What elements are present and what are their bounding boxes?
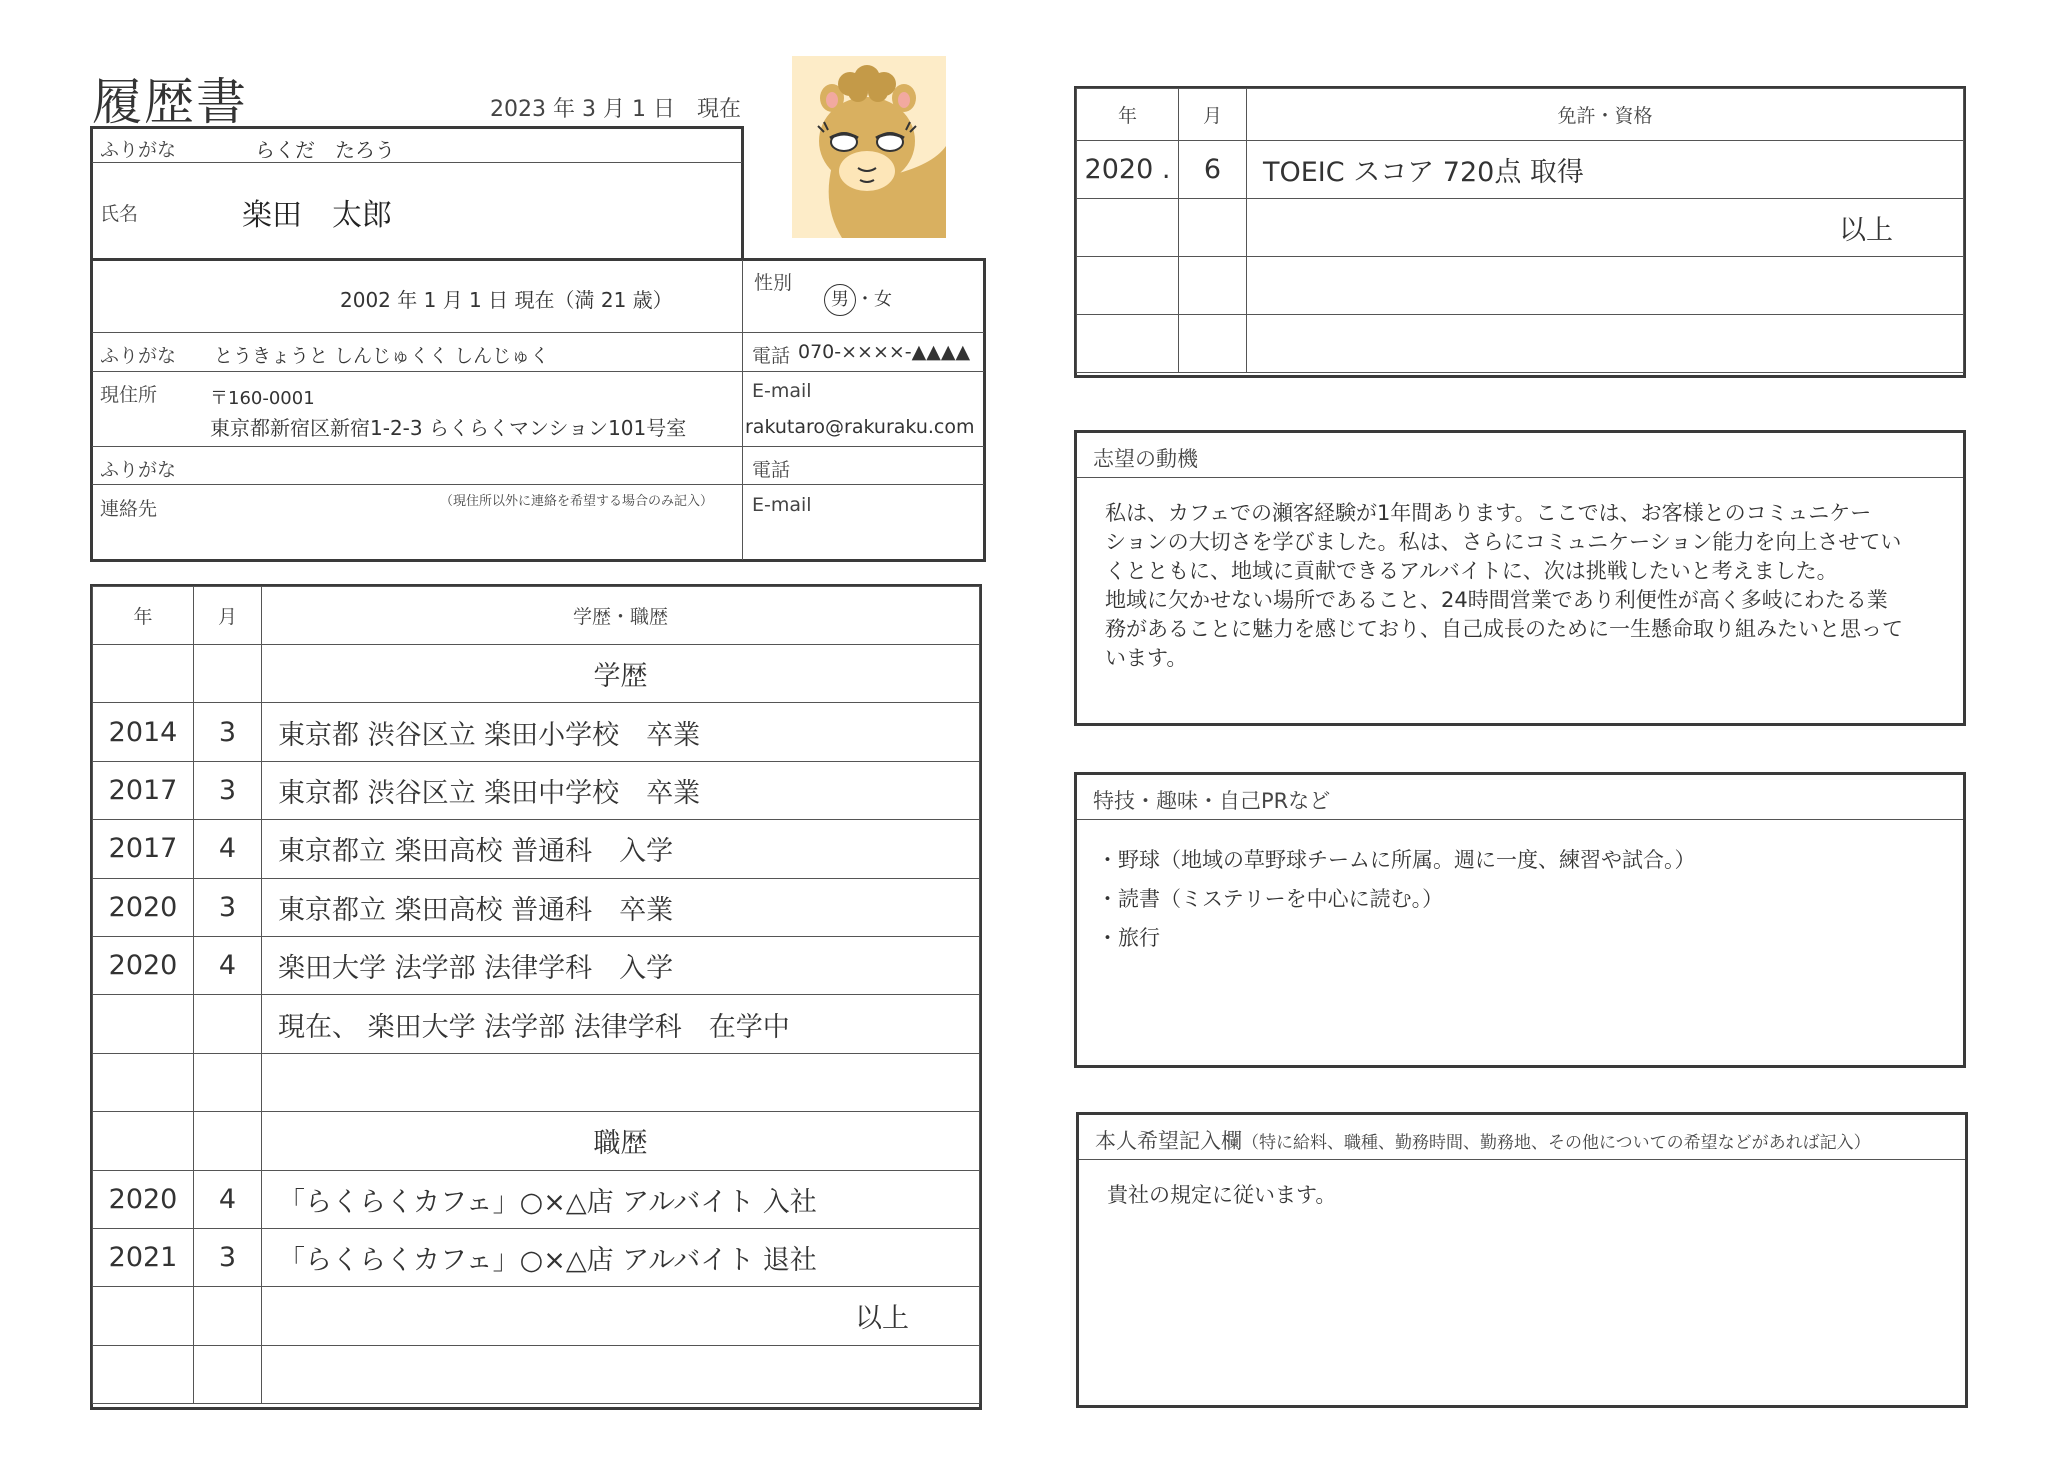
cell-month	[194, 995, 262, 1053]
address-furigana: とうきょうと しんじゅくく しんじゅく	[214, 345, 550, 367]
cell-content: 東京都 渋谷区立 楽田中学校 卒業	[262, 761, 980, 819]
header-month: 月	[1179, 89, 1247, 141]
skill-item: ・野球（地域の草野球チームに所属。週に一度、練習や試合。）	[1097, 848, 1696, 872]
email: rakutaro@rakuraku.com	[745, 416, 975, 438]
full-name: 楽田 太郎	[242, 198, 392, 233]
header-content: 免許・資格	[1247, 89, 1964, 141]
motivation-line: 務があることに魅力を感じており、自己成長のために一生懸命取り組みたいと思って	[1105, 617, 1903, 641]
gender-label: 性別	[754, 272, 793, 294]
cell-year	[93, 1112, 194, 1170]
cell-year	[93, 1345, 194, 1403]
cell-year: 2017	[93, 761, 194, 819]
cell-content: 職歴	[262, 1112, 980, 1170]
skills-list	[1097, 841, 1696, 958]
cell-content: 東京都立 楽田高校 普通科 入学	[262, 820, 980, 878]
cell-content: 東京都 渋谷区立 楽田小学校 卒業	[262, 703, 980, 761]
cell-month: 4	[194, 1170, 262, 1228]
cell-year: 2021	[93, 1228, 194, 1286]
cell-year	[93, 995, 194, 1053]
cell-content: 以上	[262, 1287, 980, 1345]
motivation-line: います。	[1105, 646, 1188, 670]
cell-year	[93, 1053, 194, 1111]
camel-illustration	[792, 56, 946, 238]
cell-content: 東京都立 楽田高校 普通科 卒業	[262, 878, 980, 936]
table-row	[93, 1228, 980, 1286]
header-content: 学歴・職歴	[262, 587, 980, 645]
cell-content: 現在、 楽田大学 法学部 法律学科 在学中	[262, 995, 980, 1053]
gender-options	[824, 284, 892, 316]
skill-item: ・読書（ミステリーを中心に読む。）	[1097, 887, 1444, 911]
cell-month	[194, 1112, 262, 1170]
phone-number: 070-××××-▲▲▲▲	[798, 341, 971, 363]
requests-text: 貴社の規定に従います。	[1107, 1183, 1337, 1207]
cell-month	[1179, 257, 1247, 315]
contact-furigana-label: ふりがな	[100, 459, 177, 481]
requests-title: 本人希望記入欄	[1095, 1129, 1242, 1153]
cell-content: 「らくらくカフェ」○×△店 アルバイト 退社	[262, 1228, 980, 1286]
table-row	[1077, 315, 1964, 373]
furigana-label: ふりがな	[100, 139, 177, 161]
motivation-line: 地域に欠かせない場所であること、24時間営業であり利便性が高く多岐にわたる業	[1105, 588, 1888, 612]
cell-year: 2020	[93, 936, 194, 994]
name-label: 氏名	[100, 203, 139, 225]
table-row	[1077, 141, 1964, 199]
birth-date: 2002 年 1 月 1 日 現在（満 21 歳）	[340, 288, 673, 312]
cell-year: 2014	[93, 703, 194, 761]
header-year: 年	[1077, 89, 1179, 141]
table-row	[93, 1053, 980, 1111]
cell-month: 3	[194, 1228, 262, 1286]
contact-note: （現住所以外に連絡を希望する場合のみ記入）	[440, 494, 714, 509]
cell-year	[1077, 199, 1179, 257]
gender-female: ・女	[856, 289, 892, 310]
cell-content: 「らくらくカフェ」○×△店 アルバイト 入社	[262, 1170, 980, 1228]
motivation-text	[1105, 499, 1903, 673]
header-month: 月	[194, 587, 262, 645]
motivation-title: 志望の動機	[1093, 447, 1198, 471]
cell-year	[1077, 257, 1179, 315]
cell-month: 4	[194, 936, 262, 994]
table-row	[93, 1170, 980, 1228]
cell-year	[93, 645, 194, 703]
cell-year: 2020 .	[1077, 141, 1179, 199]
history-table	[92, 586, 980, 1404]
address-label: 現住所	[100, 384, 158, 406]
motivation-line: 私は、カフェでの瀬客経験が1年間あります。ここでは、お客様とのコミュニケー	[1105, 501, 1872, 525]
cell-year: 2017	[93, 820, 194, 878]
cell-content: 学歴	[262, 645, 980, 703]
table-row	[93, 703, 980, 761]
document-title: 履歴書	[92, 73, 248, 131]
contact-phone-label: 電話	[752, 459, 791, 481]
camel-icon	[792, 56, 946, 238]
cell-month	[194, 645, 262, 703]
address-furigana-label: ふりがな	[100, 345, 177, 367]
current-date: 2023 年 3 月 1 日 現在	[490, 97, 741, 122]
furigana-name: らくだ たろう	[255, 138, 395, 162]
requests-note: （特に給料、職種、勤務時間、勤務地、その他についての希望などがあれば記入）	[1242, 1133, 1871, 1153]
cell-month	[1179, 199, 1247, 257]
cell-month	[194, 1287, 262, 1345]
header-year: 年	[93, 587, 194, 645]
cell-content: 以上	[1247, 199, 1964, 257]
address: 東京都新宿区新宿1-2-3 らくらくマンション101号室	[210, 416, 687, 440]
contact-email-label: E-mail	[752, 494, 812, 516]
cell-content	[1247, 315, 1964, 373]
table-row	[93, 1287, 980, 1345]
cell-month	[1179, 315, 1247, 373]
cell-month: 3	[194, 761, 262, 819]
email-label: E-mail	[752, 380, 812, 402]
table-row	[93, 1112, 980, 1170]
table-row	[1077, 257, 1964, 315]
postal-code: 〒160-0001	[210, 388, 315, 409]
table-row	[93, 936, 980, 994]
cell-year	[1077, 315, 1179, 373]
cell-month: 6	[1179, 141, 1247, 199]
skills-section	[1074, 772, 1966, 1068]
table-row	[93, 995, 980, 1053]
cell-content: TOEIC スコア 720点 取得	[1247, 141, 1964, 199]
cell-month: 3	[194, 703, 262, 761]
cell-content	[1247, 257, 1964, 315]
cell-content	[262, 1345, 980, 1403]
cell-month	[194, 1345, 262, 1403]
license-table	[1076, 88, 1964, 373]
cell-year: 2020	[93, 878, 194, 936]
motivation-line: くとともに、地域に貢献できるアルバイトに、次は挑戦したいと考えました。	[1105, 559, 1838, 583]
contact-label: 連絡先	[100, 498, 158, 520]
cell-content: 楽田大学 法学部 法律学科 入学	[262, 936, 980, 994]
table-row	[93, 761, 980, 819]
table-row	[93, 645, 980, 703]
gender-male-selected: 男	[824, 284, 856, 316]
cell-month: 3	[194, 878, 262, 936]
cell-month	[194, 1053, 262, 1111]
skills-title: 特技・趣味・自己PRなど	[1093, 789, 1331, 813]
cell-month: 4	[194, 820, 262, 878]
table-row	[93, 820, 980, 878]
table-row	[1077, 199, 1964, 257]
cell-year	[93, 1287, 194, 1345]
table-row	[93, 878, 980, 936]
motivation-line: ションの大切さを学びました。私は、さらにコミュニケーション能力を向上させてい	[1105, 530, 1902, 554]
requests-section	[1076, 1112, 1968, 1408]
cell-content	[262, 1053, 980, 1111]
phone-label: 電話	[752, 345, 791, 367]
cell-year: 2020	[93, 1170, 194, 1228]
skill-item: ・旅行	[1097, 926, 1160, 950]
motivation-section	[1074, 430, 1966, 726]
table-row	[93, 1345, 980, 1403]
